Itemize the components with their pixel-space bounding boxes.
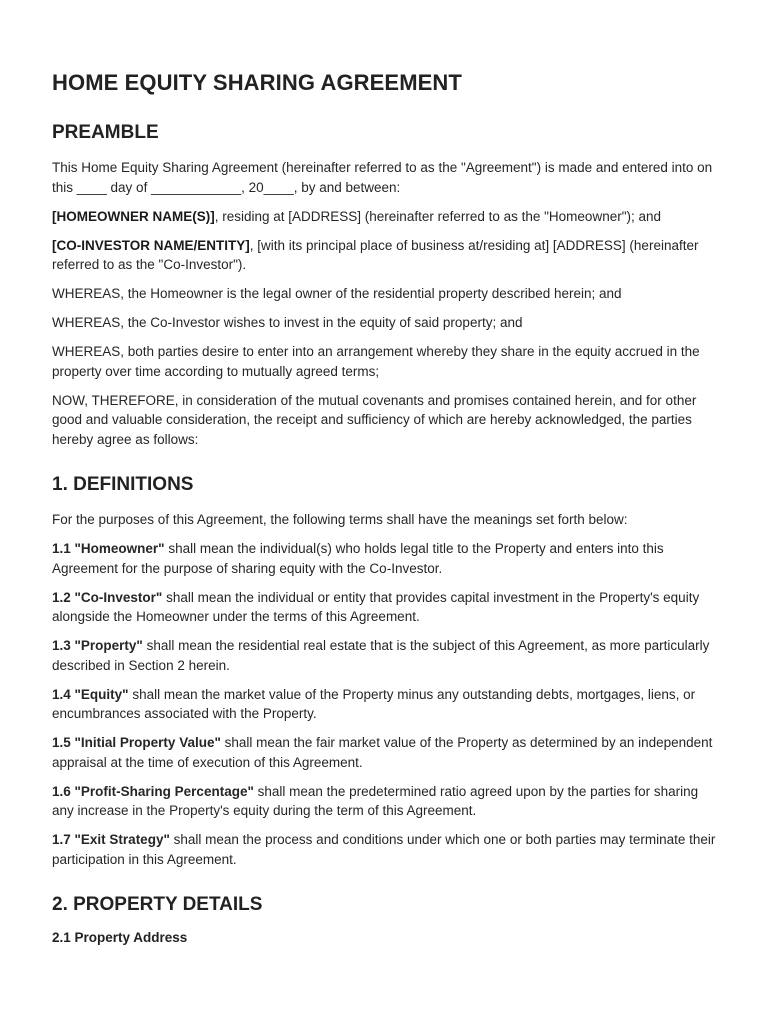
- property-address-subheading: 2.1 Property Address: [52, 930, 188, 945]
- definition-term: 1.2 "Co-Investor": [52, 589, 163, 605]
- definition-item: [52, 782, 718, 821]
- homeowner-name-placeholder: [HOMEOWNER NAME(S)]: [52, 208, 215, 224]
- coinvestor-paragraph: [52, 236, 718, 275]
- definitions-intro: For the purposes of this Agreement, the following terms shall have the meanings set forth below:: [52, 512, 628, 527]
- definition-item: [52, 539, 718, 578]
- definition-item: [52, 830, 718, 869]
- definition-text: shall mean the residential real estate that is the subject of this Agreement, as more particularly described in Section 2 herein.: [52, 638, 710, 673]
- preamble-intro: This Home Equity Sharing Agreement (hereinafter referred to as the "Agreement") is made and entered into on this ____ day of ____________, 20____, by and between:: [52, 160, 713, 195]
- definition-item: [52, 636, 718, 675]
- document-title: HOME EQUITY SHARING AGREEMENT: [52, 70, 462, 95]
- definition-text: shall mean the market value of the Property minus any outstanding debts, mortgages, liens, or encumbrances associated with the Property.: [52, 686, 696, 721]
- definition-item: [52, 588, 718, 627]
- whereas-clause-3: WHEREAS, both parties desire to enter into an arrangement whereby they share in the equity accrued in the property over time according to mutually agreed terms;: [52, 344, 700, 379]
- definition-term: 1.6 "Profit-Sharing Percentage": [52, 783, 254, 799]
- homeowner-paragraph-text: , residing at [ADDRESS] (hereinafter referred to as the "Homeowner"); and: [214, 208, 662, 224]
- definition-term: 1.3 "Property": [52, 638, 143, 653]
- definition-text: shall mean the fair market value of the Property as determined by an independent appraisal at the time of execution of this Agreement.: [52, 735, 713, 770]
- property-details-heading: 2. PROPERTY DETAILS: [52, 894, 263, 915]
- definition-text: shall mean the individual(s) who holds legal title to the Property and enters into this Agreement for the purpose of sharing equity with the Co-Investor.: [52, 541, 664, 576]
- now-therefore-clause: NOW, THEREFORE, in consideration of the mutual covenants and promises contained herein, and for other good and valuable consideration, the receipt and sufficiency of which are hereby acknowledged, the parties hereby agree as follows:: [52, 392, 697, 447]
- definition-term: 1.4 "Equity": [52, 686, 129, 702]
- definition-item: [52, 685, 718, 724]
- definition-item: [52, 733, 718, 772]
- preamble-section: [52, 122, 718, 449]
- definitions-section: [52, 474, 718, 869]
- coinvestor-name-placeholder: [CO-INVESTOR NAME/ENTITY]: [52, 237, 250, 253]
- whereas-clause-1: WHEREAS, the Homeowner is the legal owner of the residential property described herein; and: [52, 286, 622, 301]
- definition-text: shall mean the predetermined ratio agreed upon by the parties for sharing any increase in the Property's equity during the term of this Agreement.: [52, 783, 699, 818]
- property-details-section: [52, 894, 718, 945]
- definition-term: 1.7 "Exit Strategy": [52, 832, 170, 847]
- definition-term: 1.5 "Initial Property Value": [52, 735, 221, 750]
- definition-term: 1.1 "Homeowner": [52, 541, 165, 556]
- definitions-heading: 1. DEFINITIONS: [52, 474, 194, 495]
- homeowner-paragraph: [52, 207, 718, 227]
- coinvestor-paragraph-text: , [with its principal place of business at/residing at] [ADDRESS] (hereinafter referred to as the "Co-Investor").: [52, 237, 699, 272]
- whereas-clause-2: WHEREAS, the Co-Investor wishes to invest in the equity of said property; and: [52, 315, 523, 330]
- definition-text: shall mean the process and conditions under which one or both parties may terminate their participation in this Agreement.: [52, 832, 716, 867]
- preamble-heading: PREAMBLE: [52, 122, 159, 143]
- definition-text: shall mean the individual or entity that provides capital investment in the Property's equity alongside the Homeowner under the terms of this Agreement.: [52, 589, 700, 624]
